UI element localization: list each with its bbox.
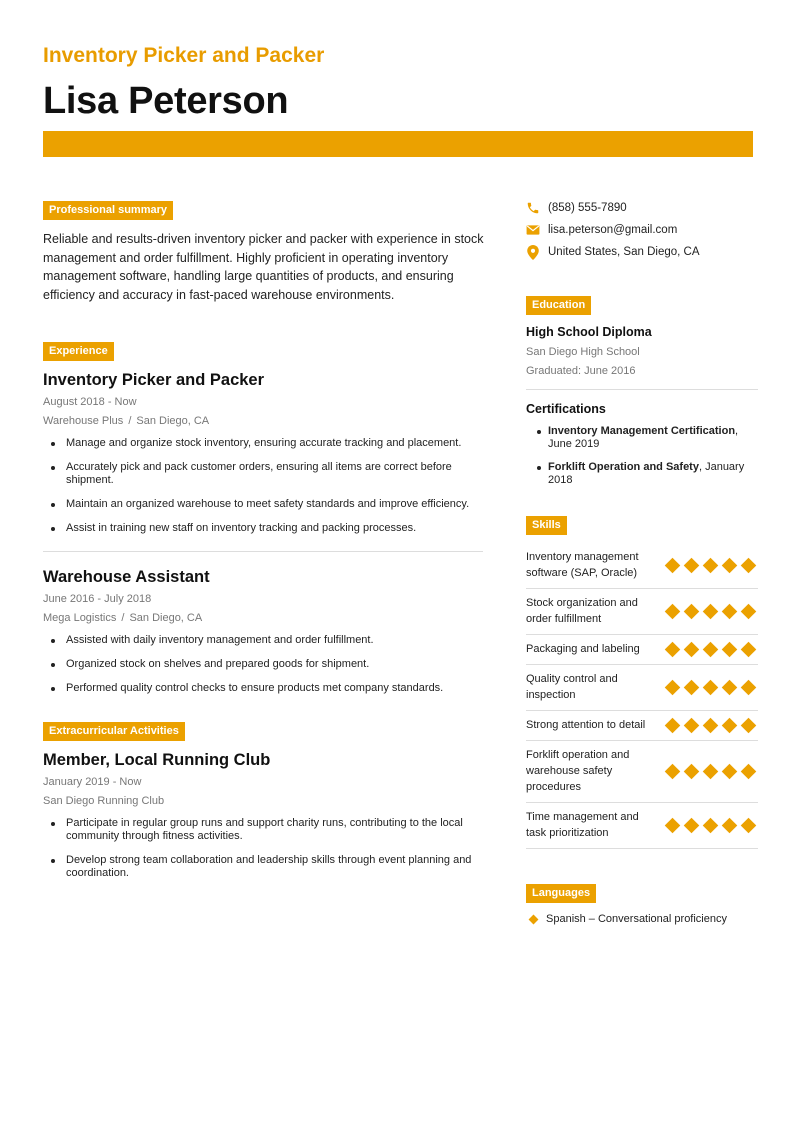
job-role: Inventory Picker and Packer bbox=[43, 371, 265, 389]
rating-diamond-icon bbox=[741, 717, 757, 733]
cert-date: , June 2019 bbox=[548, 425, 739, 450]
rating-diamond-icon bbox=[665, 817, 681, 833]
job-entry bbox=[43, 568, 488, 695]
rating-diamond-icon bbox=[741, 679, 757, 695]
education-graduated: Graduated: June 2016 bbox=[526, 365, 636, 377]
location-pin-icon bbox=[526, 245, 540, 259]
job-company: Mega Logistics bbox=[43, 612, 117, 624]
list-item: Assist in training new staff on inventory tracking and packing processes. bbox=[43, 522, 488, 535]
job-dates: June 2016 - July 2018 bbox=[43, 593, 152, 605]
separator: / bbox=[121, 612, 125, 624]
list-item: Develop strong team collaboration and leadership skills through event planning and coordination. bbox=[43, 854, 488, 880]
rating-diamond-icon bbox=[665, 679, 681, 695]
skill-row bbox=[526, 741, 758, 803]
skill-rating bbox=[665, 818, 758, 833]
languages-section bbox=[526, 883, 758, 925]
cert-date: , January 2018 bbox=[548, 461, 745, 486]
language-text: Spanish – Conversational proficiency bbox=[546, 913, 727, 925]
list-item: Maintain an organized warehouse to meet safety standards and improve efficiency. bbox=[43, 498, 488, 511]
skill-row bbox=[526, 665, 758, 711]
location-text: United States, San Diego, CA bbox=[548, 246, 700, 258]
list-item: Participate in regular group runs and support charity runs, contributing to the local community through fitness activities. bbox=[43, 817, 488, 843]
skill-rating bbox=[665, 764, 758, 779]
rating-diamond-icon bbox=[741, 557, 757, 573]
rating-diamond-icon bbox=[665, 763, 681, 779]
job-role: Warehouse Assistant bbox=[43, 568, 210, 586]
rating-diamond-icon bbox=[722, 603, 738, 619]
candidate-name: Lisa Peterson bbox=[43, 80, 289, 122]
language-item bbox=[526, 913, 758, 925]
list-item: Organized stock on shelves and prepared goods for shipment. bbox=[43, 658, 488, 671]
rating-diamond-icon bbox=[722, 557, 738, 573]
rating-diamond-icon bbox=[703, 679, 719, 695]
rating-diamond-icon bbox=[741, 603, 757, 619]
skill-rating bbox=[665, 642, 758, 657]
skill-name: Forklift operation and warehouse safety procedures bbox=[526, 749, 630, 793]
divider bbox=[526, 389, 758, 390]
education-school: San Diego High School bbox=[526, 346, 640, 358]
job-company-line bbox=[43, 415, 488, 428]
phone-number: (858) 555-7890 bbox=[548, 202, 627, 214]
divider bbox=[43, 551, 483, 552]
list-item: Performed quality control checks to ensure products met company standards. bbox=[43, 682, 488, 695]
skill-rating bbox=[665, 680, 758, 695]
skills-heading: Skills bbox=[526, 516, 567, 535]
skill-row bbox=[526, 711, 758, 741]
education-section bbox=[526, 295, 758, 377]
activity-org: San Diego Running Club bbox=[43, 795, 165, 807]
rating-diamond-icon bbox=[741, 641, 757, 657]
activity-role: Member, Local Running Club bbox=[43, 751, 271, 769]
rating-diamond-icon bbox=[665, 717, 681, 733]
left-column bbox=[43, 200, 488, 891]
activity-bullets bbox=[43, 817, 488, 880]
list-item: Manage and organize stock inventory, ensuring accurate tracking and placement. bbox=[43, 437, 488, 450]
rating-diamond-icon bbox=[684, 557, 700, 573]
rating-diamond-icon bbox=[703, 763, 719, 779]
rating-diamond-icon bbox=[722, 763, 738, 779]
skill-name: Strong attention to detail bbox=[526, 719, 646, 731]
rating-diamond-icon bbox=[684, 763, 700, 779]
summary-text: Reliable and results-driven inventory picker and packer with experience in stock management and order fulfillment. Highly proficient in operating inventory management software, handling large quantities of products, and ensuring efficiency and accuracy in fast-paced warehouse environments. bbox=[43, 232, 484, 302]
skill-row bbox=[526, 589, 758, 635]
contact-email bbox=[526, 222, 758, 238]
skill-name: Stock organization and order fulfillment bbox=[526, 597, 638, 625]
contact-phone bbox=[526, 200, 758, 216]
job-bullets bbox=[43, 634, 488, 695]
skill-name: Packaging and labeling bbox=[526, 643, 640, 655]
job-bullets bbox=[43, 437, 488, 535]
skill-name: Quality control and inspection bbox=[526, 673, 618, 701]
skill-name: Inventory management software (SAP, Oracle) bbox=[526, 551, 639, 579]
job-location: San Diego, CA bbox=[136, 415, 210, 427]
skills-section bbox=[526, 515, 758, 849]
job-company-line bbox=[43, 612, 488, 625]
phone-icon bbox=[526, 201, 540, 215]
skill-row bbox=[526, 635, 758, 665]
rating-diamond-icon bbox=[684, 641, 700, 657]
rating-diamond-icon bbox=[722, 817, 738, 833]
rating-diamond-icon bbox=[665, 641, 681, 657]
certifications-list bbox=[526, 425, 758, 486]
rating-diamond-icon bbox=[703, 641, 719, 657]
rating-diamond-icon bbox=[741, 763, 757, 779]
education-degree: High School Diploma bbox=[526, 325, 652, 339]
rating-diamond-icon bbox=[703, 717, 719, 733]
activities-heading: Extracurricular Activities bbox=[43, 722, 185, 741]
skill-rating bbox=[665, 604, 758, 619]
skill-name: Time management and task prioritization bbox=[526, 811, 639, 839]
skill-rating bbox=[665, 558, 758, 573]
right-column bbox=[526, 200, 758, 925]
list-item bbox=[526, 425, 758, 450]
rating-diamond-icon bbox=[684, 603, 700, 619]
skills-list bbox=[526, 543, 758, 849]
experience-section bbox=[43, 341, 488, 695]
job-entry bbox=[43, 371, 488, 535]
rating-diamond-icon bbox=[722, 641, 738, 657]
list-item: Accurately pick and pack customer orders, ensuring all items are correct before shipment. bbox=[43, 461, 488, 487]
job-company: Warehouse Plus bbox=[43, 415, 124, 427]
email-address: lisa.peterson@gmail.com bbox=[548, 224, 678, 236]
contact-location bbox=[526, 244, 758, 260]
cert-name: Inventory Management Certification bbox=[548, 425, 736, 437]
rating-diamond-icon bbox=[665, 557, 681, 573]
certifications-section bbox=[526, 402, 758, 486]
skill-row bbox=[526, 543, 758, 589]
activities-section bbox=[43, 721, 488, 880]
diamond-bullet-icon bbox=[529, 914, 539, 924]
email-icon bbox=[526, 223, 540, 237]
rating-diamond-icon bbox=[741, 817, 757, 833]
skill-rating bbox=[665, 718, 758, 733]
rating-diamond-icon bbox=[684, 717, 700, 733]
languages-heading: Languages bbox=[526, 884, 596, 903]
list-item bbox=[526, 461, 758, 486]
job-dates: August 2018 - Now bbox=[43, 396, 137, 408]
header-accent-bar bbox=[43, 131, 753, 157]
skill-row bbox=[526, 803, 758, 849]
rating-diamond-icon bbox=[722, 679, 738, 695]
rating-diamond-icon bbox=[703, 557, 719, 573]
cert-name: Forklift Operation and Safety bbox=[548, 461, 699, 473]
education-heading: Education bbox=[526, 296, 591, 315]
experience-heading: Experience bbox=[43, 342, 114, 361]
summary-heading: Professional summary bbox=[43, 201, 173, 220]
job-title: Inventory Picker and Packer bbox=[43, 44, 325, 67]
rating-diamond-icon bbox=[684, 679, 700, 695]
activity-dates: January 2019 - Now bbox=[43, 776, 142, 788]
job-location: San Diego, CA bbox=[129, 612, 203, 624]
separator: / bbox=[128, 415, 132, 427]
list-item: Assisted with daily inventory management and order fulfillment. bbox=[43, 634, 488, 647]
rating-diamond-icon bbox=[703, 817, 719, 833]
rating-diamond-icon bbox=[703, 603, 719, 619]
rating-diamond-icon bbox=[722, 717, 738, 733]
rating-diamond-icon bbox=[684, 817, 700, 833]
rating-diamond-icon bbox=[665, 603, 681, 619]
certifications-heading: Certifications bbox=[526, 402, 606, 416]
